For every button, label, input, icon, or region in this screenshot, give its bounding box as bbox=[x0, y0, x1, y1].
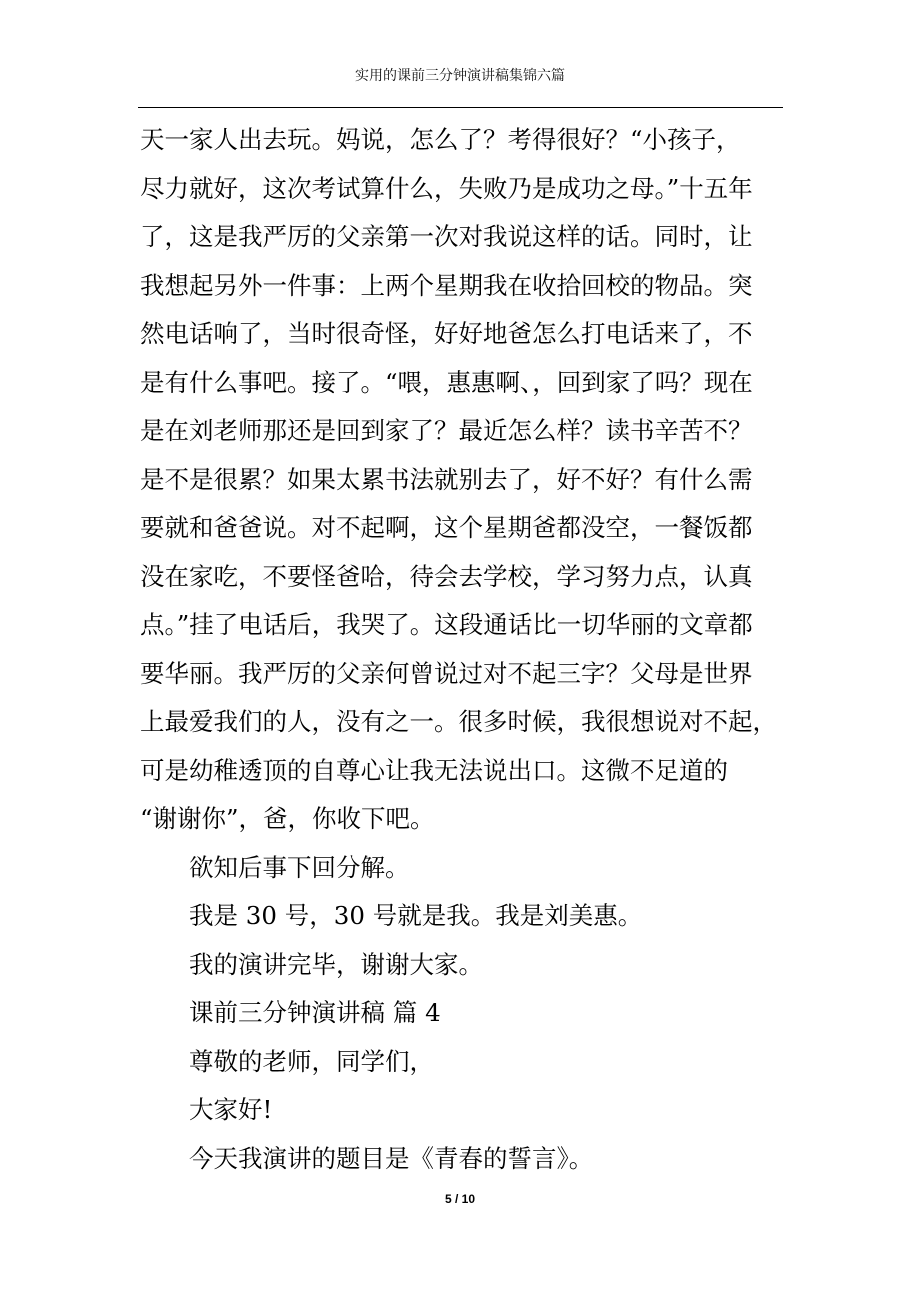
page-header-title: 实用的课前三分钟演讲稿集锦六篇 bbox=[355, 68, 565, 84]
page-number: 5 / 10 bbox=[444, 1192, 476, 1206]
body-line: 要华丽。我严厉的父亲何曾说过对不起三字？父母是世界 bbox=[140, 658, 753, 688]
body-line: 没在家吃，不要怪爸哈，待会去学校，学习努力点，认真 bbox=[140, 561, 753, 591]
body-line: 尽力就好，这次考试算什么，失败乃是成功之母。”十五年 bbox=[140, 173, 753, 203]
body-paragraph: 我的演讲完毕，谢谢大家。 bbox=[189, 949, 483, 979]
greeting: 大家好! bbox=[189, 1095, 273, 1124]
body-paragraph: 欲知后事下回分解。 bbox=[189, 852, 410, 882]
salutation: 尊敬的老师，同学们， bbox=[189, 1046, 434, 1076]
section-heading: 课前三分钟演讲稿 篇 4 bbox=[189, 998, 441, 1027]
body-line: 是不是很累？如果太累书法就别去了，好不好？有什么需 bbox=[140, 464, 753, 494]
body-line: 我想起另外一件事：上两个星期我在收拾回校的物品。突 bbox=[140, 270, 753, 300]
body-paragraph: 今天我演讲的题目是《青春的誓言》。 bbox=[189, 1143, 594, 1173]
document-body bbox=[140, 116, 783, 1183]
body-line: 上最爱我们的人，没有之一。很多时候，我很想说对不起， bbox=[140, 707, 777, 736]
body-line: 了，这是我严厉的父亲第一次对我说这样的话。同时，让 bbox=[140, 222, 753, 251]
body-line: 天一家人出去玩。妈说，怎么了？考得很好？“小孩子， bbox=[140, 125, 741, 154]
body-line: 要就和爸爸说。对不起啊，这个星期爸都没空，一餐饭都 bbox=[140, 513, 753, 542]
body-line: 是有什么事吧。接了。“喂，惠惠啊、，回到家了吗？现在 bbox=[140, 367, 753, 397]
body-line: 点。”挂了电话后，我哭了。这段通话比一切华丽的文章都 bbox=[140, 610, 753, 639]
body-line: 可是幼稚透顶的自尊心让我无法说出口。这微不足道的 bbox=[140, 755, 728, 785]
body-line: 然电话响了，当时很奇怪，好好地爸怎么打电话来了，不 bbox=[140, 319, 753, 348]
header-divider bbox=[138, 107, 783, 108]
body-line: “谢谢你”，爸，你收下吧。 bbox=[140, 804, 435, 833]
body-paragraph: 我是 30 号，30 号就是我。我是刘美惠。 bbox=[189, 901, 643, 930]
body-line: 是在刘老师那还是回到家了？最近怎么样？读书辛苦不？ bbox=[140, 416, 753, 445]
